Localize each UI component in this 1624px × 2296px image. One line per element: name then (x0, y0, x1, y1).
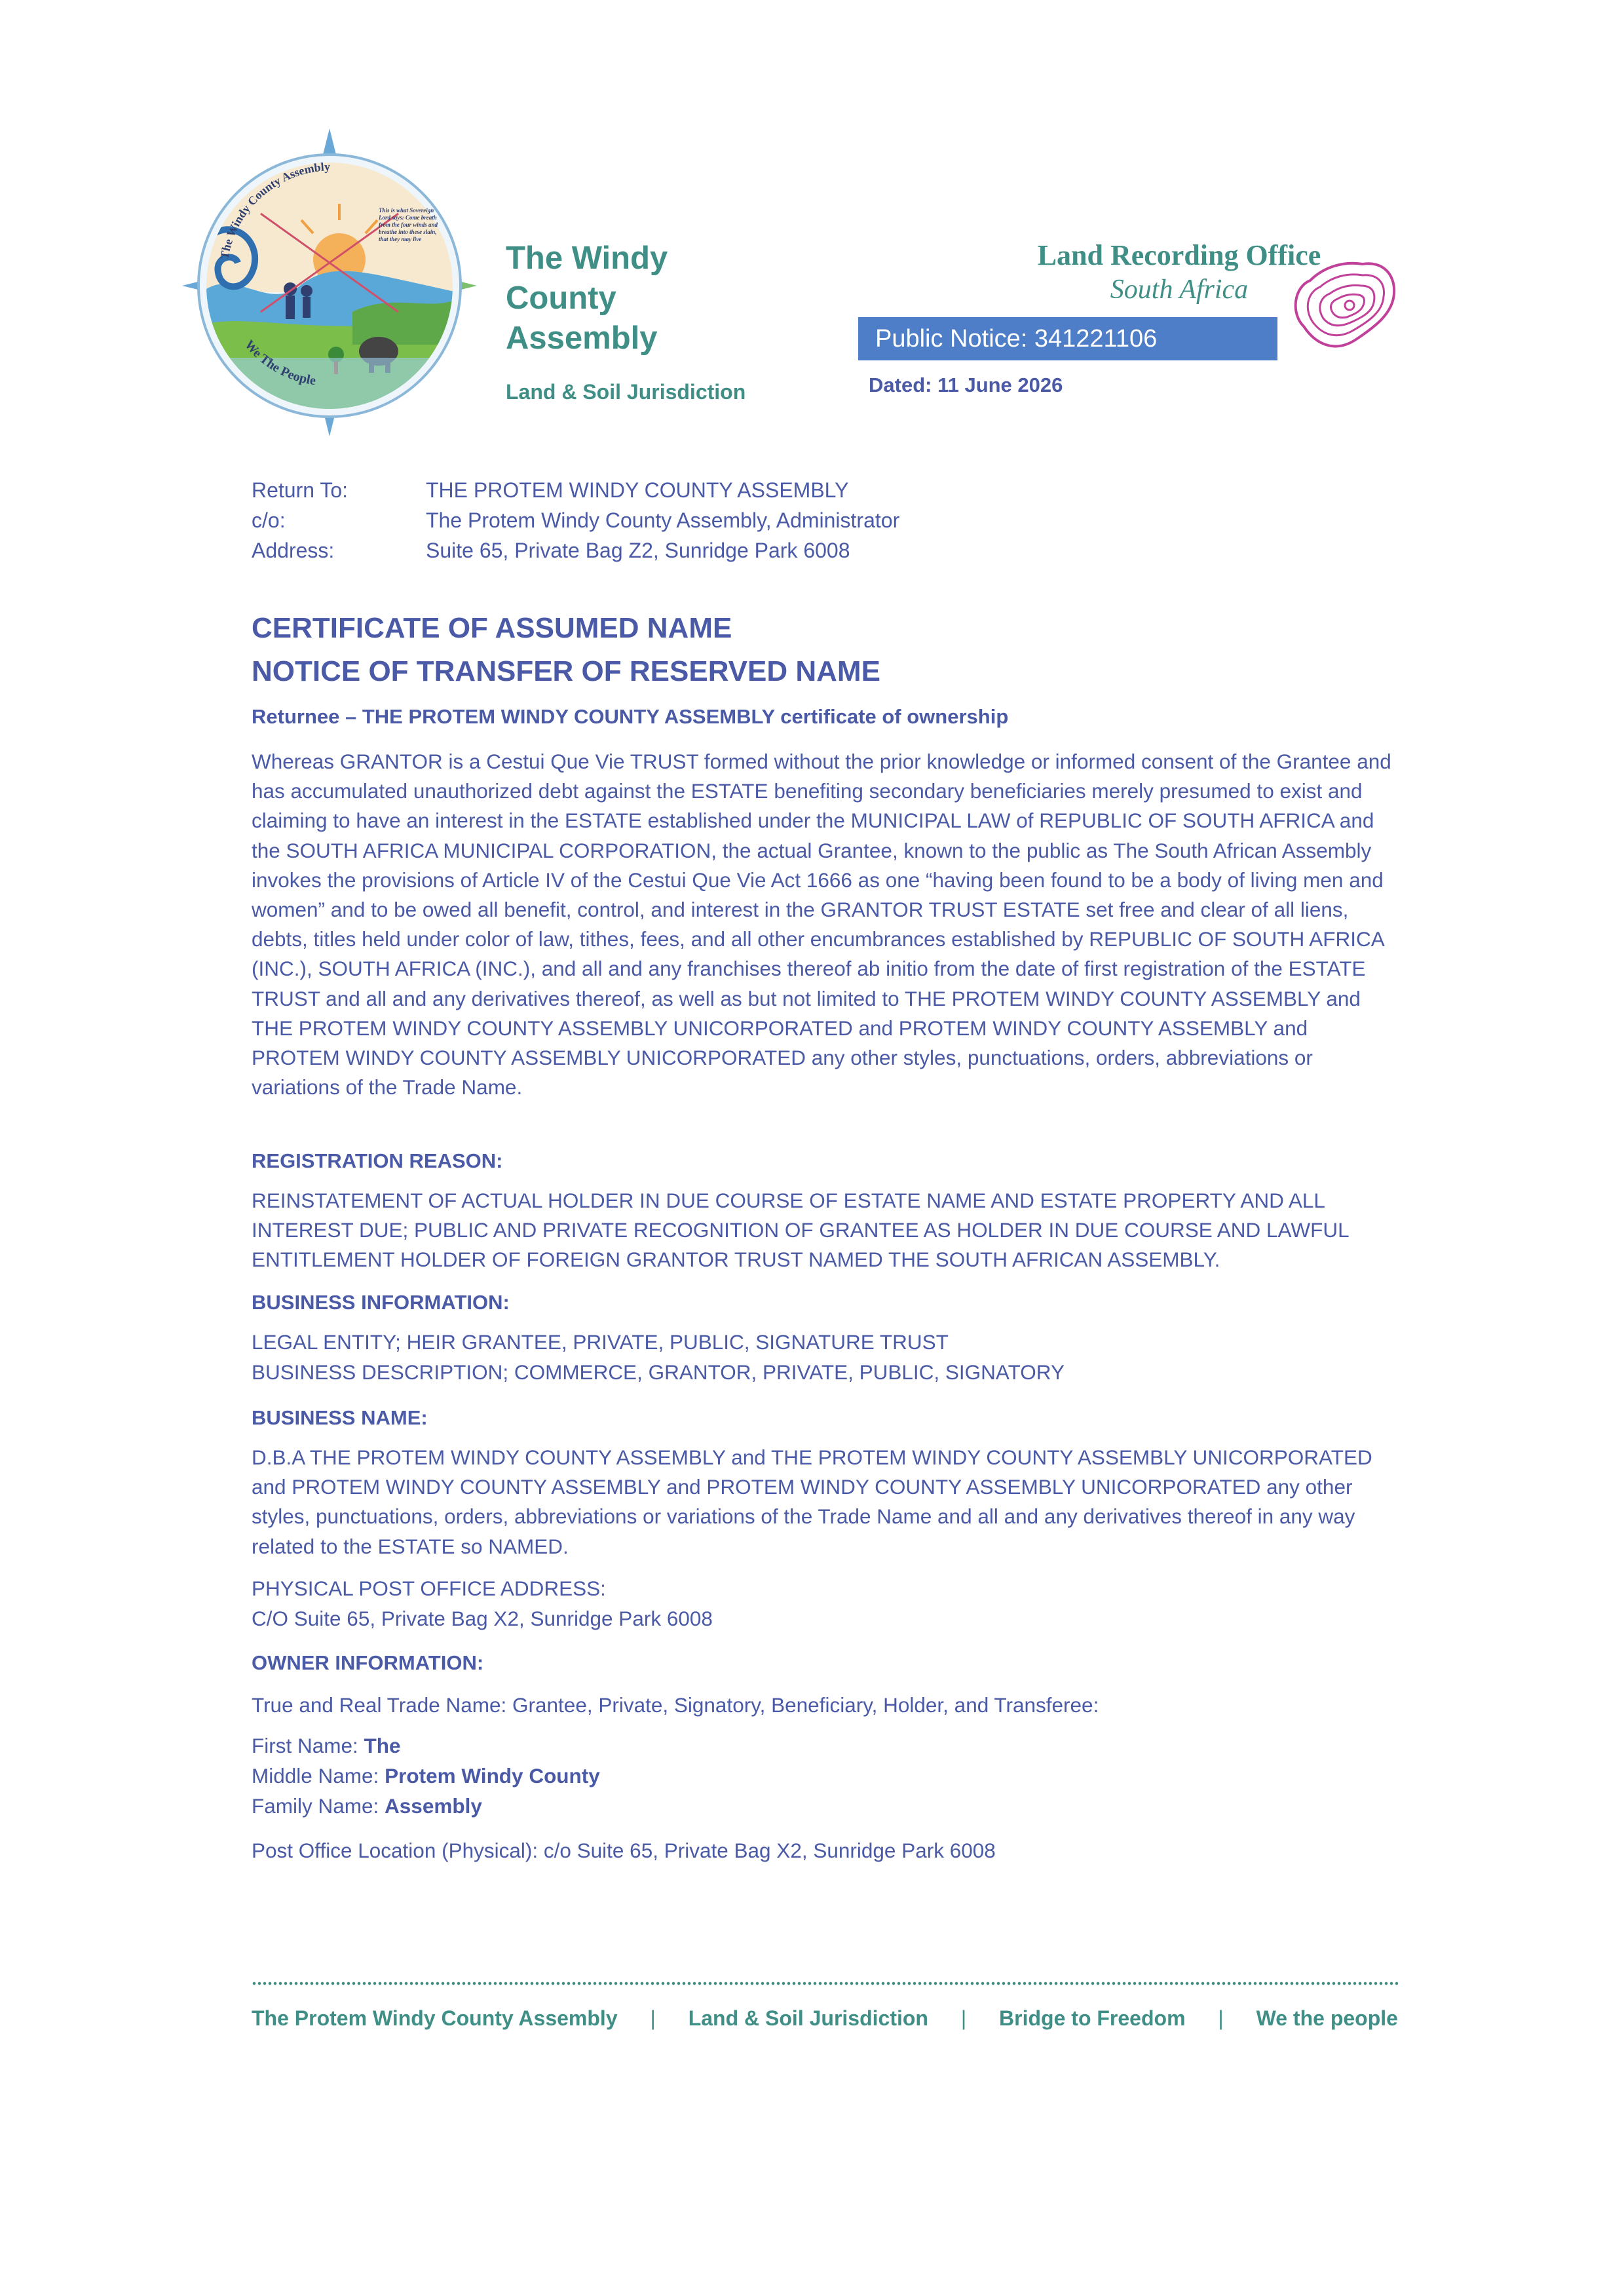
care-of-label: c/o: (252, 508, 286, 532)
office-subtitle: South Africa (1110, 275, 1249, 305)
footer-separator: | (1218, 2006, 1224, 2030)
registration-reason-heading: REGISTRATION REASON: (252, 1149, 503, 1172)
return-to-value: THE PROTEM WINDY COUNTY ASSEMBLY (426, 478, 849, 502)
brand-title (506, 239, 755, 358)
trade-name-line: True and Real Trade Name: Grantee, Private, Signatory, Beneficiary, Holder, and Transferee: (252, 1693, 1099, 1717)
address-value: Suite 65, Private Bag Z2, Sunridge Park 6008 (426, 539, 850, 562)
post-office-location-line: Post Office Location (Physical): c/o Suite 65, Private Bag X2, Sunridge Park 6008 (252, 1839, 996, 1862)
first-name-row (252, 1734, 401, 1758)
family-name-row (252, 1794, 482, 1818)
windy-county-emblem-logo (182, 128, 477, 436)
first-name-label: First Name: (252, 1734, 364, 1757)
footer-item-jurisdiction: Land & Soil Jurisdiction (688, 2006, 928, 2030)
notice-title: NOTICE OF TRANSFER OF RESERVED NAME (252, 655, 880, 687)
dated-label: Dated: 11 June 2026 (869, 373, 1063, 396)
brand-title-line-1: The Windy (506, 240, 668, 276)
registration-reason-text: REINSTATEMENT OF ACTUAL HOLDER IN DUE COURSE OF ESTATE NAME AND ESTATE PROPERTY AND ALL INTEREST DUE; PUBLIC AND PRIVATE RECOGNITION OF GRANTEE AS HOLDER IN DUE COURSE AND LAWFUL ENTITLEMENT HOLDER OF FOREIGN GRANTOR TRUST NAMED THE SOUTH AFRICAN ASSEMBLY. (252, 1189, 1349, 1272)
address-label: Address: (252, 539, 335, 562)
business-information-heading: BUSINESS INFORMATION: (252, 1291, 510, 1314)
certificate-title: CERTIFICATE OF ASSUMED NAME (252, 612, 732, 644)
brand-subtitle: Land & Soil Jurisdiction (506, 380, 746, 404)
footer-item-assembly: The Protem Windy County Assembly (252, 2006, 618, 2030)
whereas-paragraph: Whereas GRANTOR is a Cestui Que Vie TRUST formed without the prior knowledge or informed consent of the Grantee and has accumulated unauthorized debt against the ESTATE benefiting secondary beneficiaries merely presumed to exist and claiming to have an interest in the ESTATE established under the MUNICIPAL LAW of REPUBLIC OF SOUTH AFRICA and the SOUTH AFRICA MUNICIPAL CORPORATION, the actual Grantee, known to the public as The South African Assembly invokes the provisions of Article IV of the Cestui Que Vie Act 1666 as one “having been found to be a body of living men and women” and to be owed all benefit, control, and interest in the GRANTOR TRUST ESTATE set free and clear of all liens, debts, titles held under color of law, tithes, fees, and all other encumbrances established by REPUBLIC OF SOUTH AFRICA (INC.), SOUTH AFRICA (INC.), and all and any franchises thereof ab initio from the date of first registration of the ESTATE TRUST and all and any derivatives thereof, as well as but not limited to THE PROTEM WINDY COUNTY ASSEMBLY and THE PROTEM WINDY COUNTY ASSEMBLY UNICORPORATED and PROTEM WINDY COUNTY ASSEMBLY and PROTEM WINDY COUNTY ASSEMBLY UNICORPORATED any other styles, punctuations, orders, abbreviations or variations of the Trade Name. (252, 750, 1391, 1100)
brand-title-line-3: Assembly (506, 320, 658, 356)
post-office-address: C/O Suite 65, Private Bag X2, Sunridge Park 6008 (252, 1607, 713, 1630)
owner-information-heading: OWNER INFORMATION: (252, 1651, 484, 1674)
first-name-value: The (364, 1734, 401, 1757)
post-office-heading: PHYSICAL POST OFFICE ADDRESS: (252, 1577, 606, 1600)
family-name-label: Family Name: (252, 1794, 385, 1818)
middle-name-label: Middle Name: (252, 1764, 385, 1788)
family-name-value: Assembly (385, 1794, 482, 1818)
footer-separator: | (960, 2006, 967, 2030)
brand-title-line-2: County (506, 280, 616, 316)
business-description-line: BUSINESS DESCRIPTION; COMMERCE, GRANTOR, PRIVATE, PUBLIC, SIGNATORY (252, 1360, 1065, 1384)
office-title: Land Recording Office (1037, 239, 1321, 271)
public-notice-banner: Public Notice: 341221106 (858, 317, 1277, 360)
returnee-line: Returnee – THE PROTEM WINDY COUNTY ASSEMBLY certificate of ownership (252, 705, 1009, 728)
middle-name-row (252, 1764, 600, 1788)
logo-quote-text: This is what Sovereign Lord says: Come breath from the four winds and breathe into these slain, that they may live (379, 207, 438, 242)
care-of-value: The Protem Windy County Assembly, Administrator (426, 508, 900, 532)
logo-ring-top-text: The Windy County Assembly (217, 160, 331, 260)
footer-item-people: We the people (1256, 2006, 1398, 2030)
footer-dotted-divider (252, 1981, 1398, 1985)
south-africa-map-icon (1284, 248, 1402, 359)
footer-bar (252, 2006, 1398, 2031)
footer-separator: | (650, 2006, 656, 2030)
middle-name-value: Protem Windy County (385, 1764, 600, 1788)
logo-ring-bottom-text: We The People (241, 337, 317, 389)
footer-item-bridge: Bridge to Freedom (999, 2006, 1186, 2030)
business-name-text: D.B.A THE PROTEM WINDY COUNTY ASSEMBLY and THE PROTEM WINDY COUNTY ASSEMBLY UNICORPORATED and PROTEM WINDY COUNTY ASSEMBLY and PROTEM WINDY COUNTY ASSEMBLY UNICORPORATED any other styles, punctuations, orders, abbreviations or variations of the Trade Name and all and any derivatives thereof in any way related to the ESTATE so NAMED. (252, 1445, 1372, 1558)
legal-entity-line: LEGAL ENTITY; HEIR GRANTEE, PRIVATE, PUBLIC, SIGNATURE TRUST (252, 1330, 949, 1354)
business-name-heading: BUSINESS NAME: (252, 1406, 428, 1429)
return-to-label: Return To: (252, 478, 349, 502)
